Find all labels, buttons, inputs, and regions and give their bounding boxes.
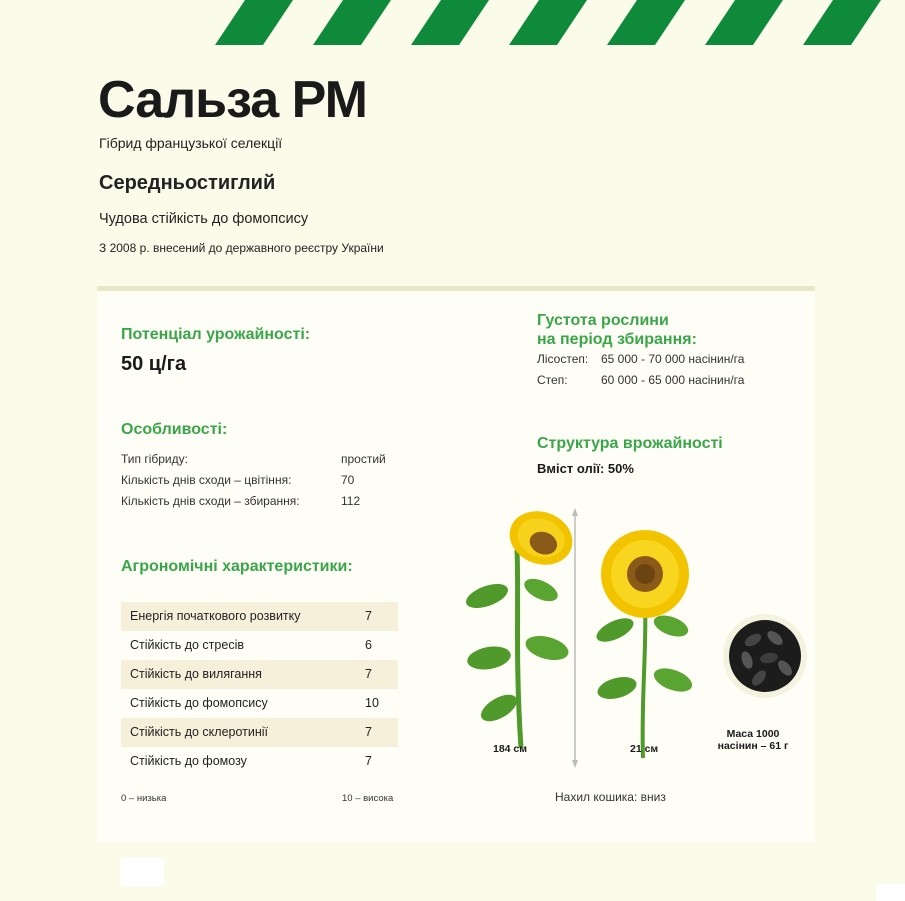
table-row — [121, 631, 398, 660]
table-row — [121, 718, 398, 747]
table-row — [121, 602, 398, 631]
agronomic-heading: Агрономічні характеристики: — [121, 558, 353, 575]
row-value: 10 — [365, 696, 379, 710]
head-tilt: Нахил кошика: вниз — [555, 790, 666, 804]
feature-label-flowering: Кількість днів сходи – цвітіння: — [121, 473, 292, 487]
table-row — [121, 689, 398, 718]
density-value-forest-steppe: 65 000 - 70 000 насінин/га — [601, 352, 745, 366]
row-label: Стійкість до фомозу — [130, 754, 247, 768]
maturity-group: Середньостиглий — [99, 172, 276, 194]
row-value: 7 — [365, 754, 372, 768]
density-value-steppe: 60 000 - 65 000 насінин/га — [601, 373, 745, 387]
row-label: Стійкість до фомопсису — [130, 696, 268, 710]
yield-value: 50 ц/га — [121, 353, 187, 375]
seed-mass-line1: Маса 1000 — [726, 728, 780, 740]
feature-value-harvest: 112 — [341, 494, 361, 508]
characteristics-panel — [97, 286, 815, 842]
scale-low-label: 0 – низька — [121, 793, 167, 804]
height-arrow-icon — [572, 508, 578, 768]
density-heading — [537, 311, 697, 349]
header-stripes — [0, 0, 905, 46]
seeds-icon — [723, 614, 807, 698]
corner-mark — [876, 884, 905, 901]
medium-sunflower-icon — [593, 530, 695, 758]
feature-label-type: Тип гібриду: — [121, 452, 188, 466]
head-diameter-label: 21 см — [630, 743, 659, 755]
registry-note: З 2008 р. внесений до державного реєстру України — [99, 241, 384, 255]
row-label: Стійкість до склеротинії — [130, 725, 269, 739]
yield-heading: Потенціал урожайності: — [121, 326, 311, 343]
row-label: Стійкість до стресів — [130, 638, 244, 652]
agronomic-table — [121, 602, 398, 776]
product-subtitle: Гібрид французької селекції — [99, 135, 283, 151]
seed-mass-line2: насінин – 61 г — [717, 740, 789, 752]
plant-height-label: 184 см — [493, 743, 528, 755]
tall-sunflower-icon — [463, 508, 580, 748]
row-value: 7 — [365, 725, 372, 739]
feature-value-flowering: 70 — [341, 473, 355, 487]
scale-high-label: 10 – висока — [342, 793, 394, 804]
table-row — [121, 660, 398, 689]
density-heading-line1: Густота рослини — [537, 312, 669, 329]
corner-mark — [120, 858, 164, 886]
density-label-steppe: Степ: — [537, 373, 568, 387]
features-heading: Особливості: — [121, 421, 228, 438]
table-row — [121, 747, 398, 776]
row-value: 7 — [365, 667, 372, 681]
density-label-forest-steppe: Лісостеп: — [537, 352, 589, 366]
key-feature: Чудова стійкість до фомопсису — [99, 211, 309, 227]
product-title: Сальза РМ — [98, 71, 367, 129]
feature-label-harvest: Кількість днів сходи – збирання: — [121, 494, 300, 508]
row-value: 7 — [365, 609, 372, 623]
seed-mass-label — [713, 728, 793, 752]
row-label: Енергія початкового розвитку — [130, 609, 301, 623]
oil-content: Вміст олії: 50% — [537, 461, 634, 476]
feature-value-type: простий — [341, 452, 386, 466]
row-value: 6 — [365, 638, 372, 652]
density-heading-line2: на період збирання: — [537, 331, 697, 348]
row-label: Стійкість до вилягання — [130, 667, 262, 681]
structure-heading: Структура врожайності — [537, 435, 723, 452]
